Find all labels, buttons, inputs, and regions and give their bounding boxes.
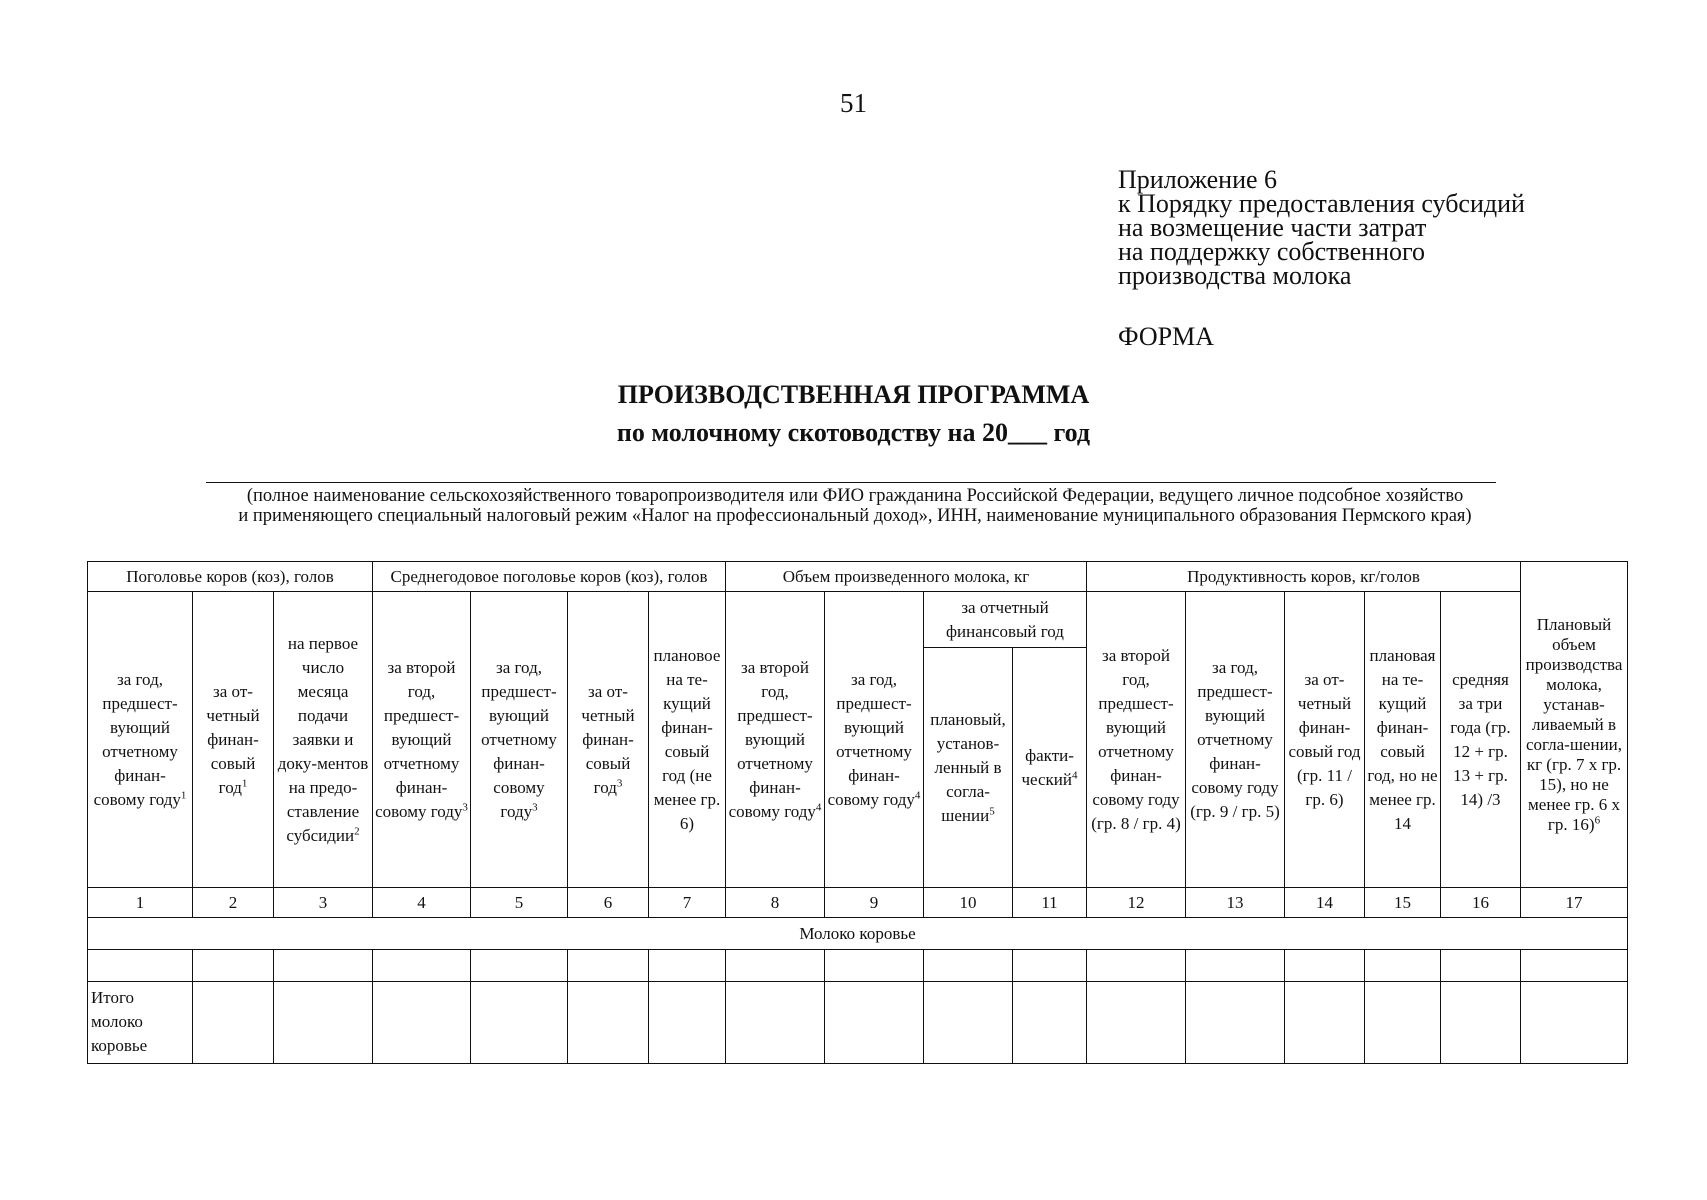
header-reporting-year: за отчетный финансовый год (924, 592, 1087, 648)
data-cell[interactable] (373, 950, 471, 982)
section-title: Молоко коровье (88, 918, 1628, 950)
column-number: 7 (649, 888, 726, 918)
data-cell[interactable] (1365, 950, 1441, 982)
caption-line: (полное наименование сельскохозяйственного товаропроизводителя или ФИО гражданина Российской Федерации, ведущего личное подсобное хозяйство (246, 486, 1464, 506)
header-livestock: Поголовье коров (коз), голов (88, 562, 373, 592)
footnote-mark: 3 (532, 800, 538, 813)
col-15-header (1365, 592, 1441, 888)
column-number: 4 (373, 888, 471, 918)
header-milk-volume: Объем произведенного молока, кг (726, 562, 1087, 592)
column-number: 14 (1285, 888, 1365, 918)
col-4-header (373, 592, 471, 888)
appendix-line: на поддержку собственного (1118, 237, 1426, 266)
data-cell[interactable] (471, 950, 568, 982)
data-cell[interactable] (726, 950, 825, 982)
col-3-header (274, 592, 373, 888)
total-cell[interactable] (1441, 982, 1521, 1064)
footnote-mark: 4 (1072, 768, 1078, 781)
footnote-mark: 3 (462, 800, 468, 813)
data-cell[interactable] (1521, 950, 1628, 982)
footnote-mark: 4 (815, 800, 822, 813)
total-label: Итого молоко коровье (88, 982, 193, 1064)
col-13-header (1186, 592, 1285, 888)
column-number: 1 (88, 888, 193, 918)
col-6-header (568, 592, 649, 888)
total-row (88, 982, 1628, 1064)
header-label: за год, предшест-вующий отчетному финан-совому году (481, 657, 557, 821)
header-label: за год, предшест-вующий отчетному финан-совому году (827, 669, 915, 809)
column-number: 12 (1087, 888, 1186, 918)
col-12-header (1087, 592, 1186, 888)
column-number: 16 (1441, 888, 1521, 918)
col-14-header (1285, 592, 1365, 888)
header-label: за второй год, предшест-вующий отчетному финан-совому году (728, 657, 816, 821)
column-number: 10 (924, 888, 1013, 918)
total-cell[interactable] (924, 982, 1013, 1064)
total-cell[interactable] (373, 982, 471, 1064)
column-number: 15 (1365, 888, 1441, 918)
production-program-table (87, 561, 1628, 1064)
page-number: 51 (840, 88, 867, 118)
form-label: ФОРМА (1118, 322, 1214, 351)
column-number: 5 (471, 888, 568, 918)
caption-line: и применяющего специальный налоговый режим «Налог на профессиональный доход», ИНН, наименование муниципального образования Пермского края) (238, 506, 1472, 526)
data-cell[interactable] (274, 950, 373, 982)
header-label: факти-ческий (1021, 745, 1074, 789)
document-title: ПРОИЗВОДСТВЕННАЯ ПРОГРАММА (617, 380, 1090, 409)
footnote-mark: 6 (1594, 813, 1601, 826)
data-cell[interactable] (1013, 950, 1087, 982)
header-label: за от-четный финан-совый год (581, 681, 635, 797)
header-label: за год, предшест-вующий отчетному финан-совому году (гр. 9 / гр. 5) (1190, 657, 1280, 821)
total-cell[interactable] (726, 982, 825, 1064)
column-number: 13 (1186, 888, 1285, 918)
header-productivity: Продуктивность коров, кг/голов (1087, 562, 1521, 592)
header-label: средняя за три года (гр. 12 + гр. 13 + гр. 14) /3 (1450, 669, 1511, 809)
header-label: плановое на те-кущий финан-совый год (не менее гр. 6) (653, 645, 721, 833)
column-number: 11 (1013, 888, 1087, 918)
column-number: 9 (825, 888, 924, 918)
appendix-line: Приложение 6 (1118, 165, 1278, 194)
data-cell[interactable] (1285, 950, 1365, 982)
total-cell[interactable] (1186, 982, 1285, 1064)
data-cell[interactable] (568, 950, 649, 982)
total-cell[interactable] (1285, 982, 1365, 1064)
column-number-row (88, 888, 1628, 918)
header-planned-volume (1521, 562, 1628, 888)
footnote-mark: 1 (180, 788, 187, 801)
total-cell[interactable] (1521, 982, 1628, 1064)
data-row (88, 950, 1628, 982)
header-label: плановая на те-кущий финан-совый год, но не менее гр. 14 (1367, 645, 1438, 833)
col-7-header (649, 592, 726, 888)
appendix-header (1118, 165, 1525, 290)
total-cell[interactable] (825, 982, 924, 1064)
footnote-mark: 2 (354, 824, 360, 837)
column-number: 6 (568, 888, 649, 918)
document-subtitle: по молочному скотоводству на 20___ год (616, 418, 1091, 447)
footnote-mark: 3 (616, 776, 623, 789)
column-number: 3 (274, 888, 373, 918)
header-label: за второй год, предшест-вующий отчетному финан-совому году (гр. 8 / гр. 4) (1091, 645, 1181, 833)
producer-name-caption (90, 486, 1620, 526)
column-number: 8 (726, 888, 825, 918)
header-label: на первое число месяца подачи заявки и доку-ментов на предо-ставление субсидии (277, 633, 369, 845)
data-cell[interactable] (88, 950, 193, 982)
total-cell[interactable] (1013, 982, 1087, 1064)
header-label: за второй год, предшест-вующий отчетному финан-совому году (375, 657, 463, 821)
producer-name-field[interactable] (206, 482, 1496, 483)
total-cell[interactable] (471, 982, 568, 1064)
col-9-header (825, 592, 924, 888)
total-cell[interactable] (193, 982, 274, 1064)
col-10-header (924, 648, 1013, 888)
total-cell[interactable] (649, 982, 726, 1064)
data-cell[interactable] (1441, 950, 1521, 982)
data-cell[interactable] (1087, 950, 1186, 982)
header-avg-livestock: Среднегодовое поголовье коров (коз), голов (373, 562, 726, 592)
data-cell[interactable] (193, 950, 274, 982)
header-label: плановый, установ-ленный в согла-шении (930, 709, 1006, 825)
data-cell[interactable] (825, 950, 924, 982)
column-number: 17 (1521, 888, 1628, 918)
appendix-line: на возмещение части затрат (1118, 213, 1427, 242)
col-16-header (1441, 592, 1521, 888)
col-2-header (193, 592, 274, 888)
data-cell[interactable] (924, 950, 1013, 982)
appendix-line: к Порядку предоставления субсидий (1118, 189, 1525, 218)
data-cell[interactable] (649, 950, 726, 982)
total-cell[interactable] (274, 982, 373, 1064)
total-cell[interactable] (1365, 982, 1441, 1064)
appendix-line: производства молока (1118, 261, 1352, 290)
col-11-header (1013, 648, 1087, 888)
col-8-header (726, 592, 825, 888)
col-5-header (471, 592, 568, 888)
header-label: за год, предшест-вующий отчетному финан-совому году (93, 669, 181, 809)
col-1-header (88, 592, 193, 888)
header-label: Плановый объем производства молока, устанав-ливаемый в согла-шении, кг (гр. 7 х гр. 15), но не менее гр. 6 х гр. 16) (1525, 614, 1623, 834)
total-cell[interactable] (1087, 982, 1186, 1064)
data-cell[interactable] (1186, 950, 1285, 982)
footnote-mark: 1 (241, 776, 248, 789)
header-label: за от-четный финан-совый год (206, 681, 260, 797)
footnote-mark: 5 (989, 804, 995, 817)
footnote-mark: 4 (914, 788, 921, 801)
total-cell[interactable] (568, 982, 649, 1064)
header-label: за от-четный финан-совый год (гр. 11 / гр. 6) (1288, 669, 1361, 809)
column-number: 2 (193, 888, 274, 918)
